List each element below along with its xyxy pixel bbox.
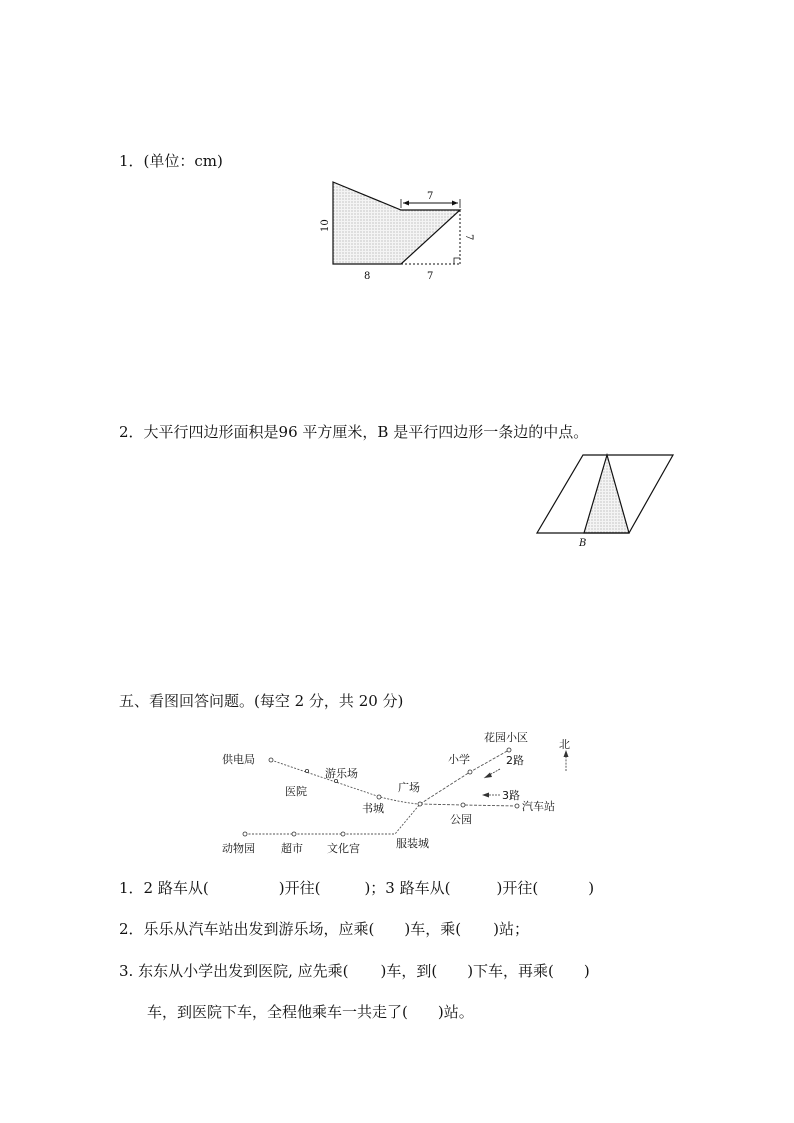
stop-yiyuan: 医院 [285,785,307,798]
stop-chaoshi: 超市 [281,842,303,855]
s5-q3-part4: ) [583,962,590,980]
stop-qichezhan: 汽车站 [522,800,555,813]
s5-q3-part3: )下车，再乘( [467,962,554,980]
s5-q3-part5: 车，到医院下车，全程他乘车一共走了( [147,1003,408,1021]
stop-fuzhuangcheng: 服装城 [396,837,429,850]
s5-q3-part6: )站。 [437,1003,474,1021]
s5-q1-part4: )开往( [496,879,539,897]
stop-guangchang: 广场 [398,781,420,794]
s5-q2-part1: 2．乐乐从汽车站出发到游乐场，应乘( [119,920,375,938]
stop-dongwuyuan: 动物园 [222,842,255,855]
dim-left: 10 [320,219,331,232]
s5-q3-part2: )车，到( [380,962,438,980]
s5-q2-part3: )站； [493,920,529,938]
stop-wenhuagong: 文化宫 [327,842,360,855]
s5-q1-line [119,877,594,898]
section5-heading: 五、看图回答问题。(每空 2 分，共 20 分) [119,692,404,710]
stop-gongyuan: 公园 [450,813,472,826]
point-b: B [579,538,587,549]
s5-q1-part5: ) [588,879,595,897]
stop-gongdianju: 供电局 [222,753,255,766]
s5-q3-line1 [119,960,590,981]
s5-q3-line2 [147,1001,474,1022]
dim-bottom-right: 7 [427,271,434,282]
stop-youlechang: 游乐场 [325,767,358,780]
route2-label: 2路 [506,754,524,767]
dim-right: 7 [463,234,474,241]
s5-q1-part3: )；3 路车从( [364,879,451,897]
s5-q2-line [119,918,529,939]
stop-xiaoxue: 小学 [448,753,470,766]
shaded-shape [333,182,460,264]
stop-huayuan: 花园小区 [484,731,528,744]
route3-label: 3路 [502,789,520,802]
s5-q1-part2: )开往( [278,879,321,897]
s5-q1-part1: 1．2 路车从( [119,879,209,897]
dim-bottom-left: 8 [364,271,371,282]
s5-q2-part2: )车，乘( [404,920,462,938]
q1-label: 1．(单位：cm) [119,152,223,170]
stop-shucheng: 书城 [362,802,384,815]
q2-label: 2．大平行四边形面积是96 平方厘米，B 是平行四边形一条边的中点。 [119,423,589,441]
dim-top: 7 [427,191,434,202]
q2-figure [537,455,673,549]
s5-q3-part1: 3. 东东从小学出发到医院, 应先乘( [119,962,349,980]
shaded-triangle [584,455,629,533]
north-label: 北 [559,738,570,751]
